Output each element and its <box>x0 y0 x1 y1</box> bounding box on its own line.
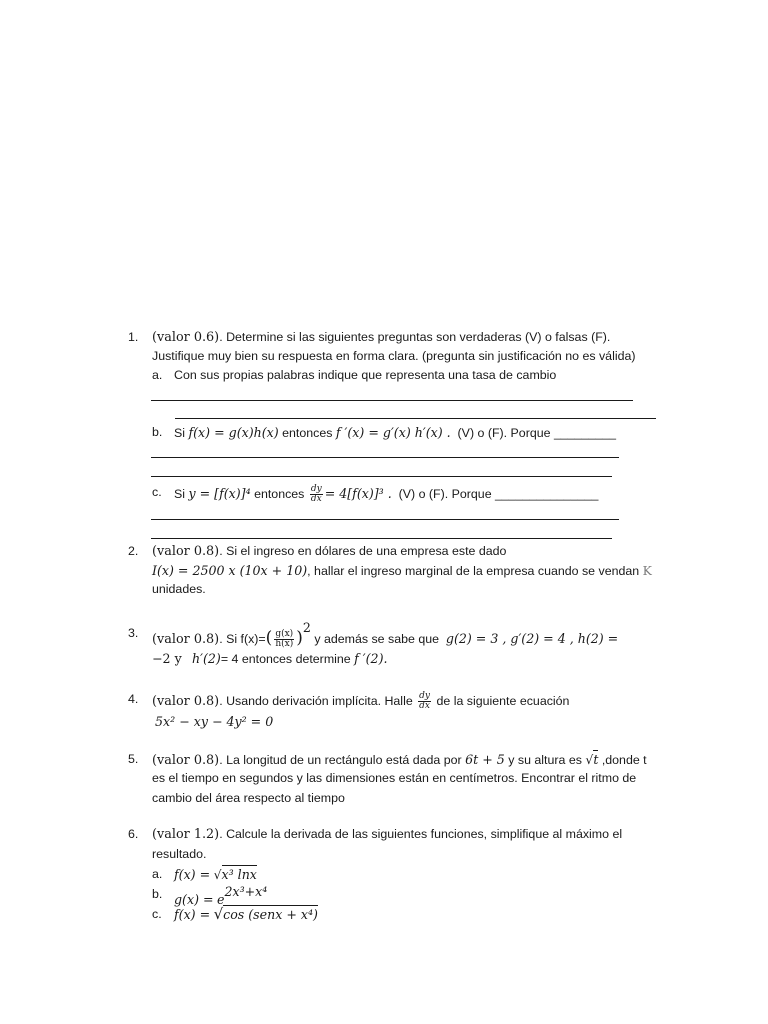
answer-line <box>151 457 619 458</box>
question-3-conditions: g(2) = 3 , g′(2) = 4 , h(2) = <box>445 631 619 647</box>
question-1-line-2: Justifique muy bien su respuesta en forma clara. (pregunta sin justificación no es válida) <box>152 349 636 363</box>
question-1c-label: c. <box>152 485 162 499</box>
question-4-number: 4. <box>128 692 139 706</box>
question-5-line-3: cambio del área respecto al tiempo <box>152 791 345 805</box>
question-4-equation: 5x² − xy − 4y² = 0 <box>155 714 274 729</box>
question-1c-equation: y = [f(x)]⁴ <box>188 485 251 501</box>
sqrt-symbol: √ <box>213 867 222 882</box>
question-2-number: 2. <box>128 544 139 558</box>
question-2-line-2: I(x) = 2500 x (10x + 10), hallar el ingreso marginal de la empresa cuando se vendan K <box>152 563 652 578</box>
question-1b-options: (V) o (F). Porque _________ <box>457 426 616 440</box>
question-6c: c. f(x) = √cos (senx + x⁴) <box>152 905 318 923</box>
answer-line <box>151 476 612 477</box>
question-1c: c. Si y = [f(x)]⁴ entonces $\frac{dy}{dx}$ = 4[f(x)]³ . (V) o (F). Porque _______________ <box>152 484 599 504</box>
answer-line <box>151 519 619 520</box>
answer-line <box>175 418 656 419</box>
question-1c-derivative: = 4[f(x)]³ . <box>324 485 392 501</box>
question-4-valor: (valor 0.8) <box>152 693 220 709</box>
question-1b-equation: f(x) = g(x)h(x) <box>188 425 279 440</box>
question-3-line-2: −2 y h′(2)= 4 entonces determine f ′(2). <box>152 651 388 666</box>
sqrt-symbol: √ <box>213 905 224 923</box>
question-5-number: 5. <box>128 752 139 766</box>
question-1-number: 1. <box>128 330 139 344</box>
question-5-line-2: es el tiempo en segundos y las dimensiones están en centímetros. Encontrar el ritmo de <box>152 771 637 785</box>
dy-dx-fraction: $\frac{dy}{dx}$ <box>419 691 431 711</box>
question-2-valor: (valor 0.8) <box>152 544 220 559</box>
dy-dx-fraction: $\frac{dy}{dx}$ <box>310 484 322 504</box>
question-6-line-2: resultado. <box>152 847 207 861</box>
question-6-number: 6. <box>128 827 139 841</box>
question-2-line-3: unidades. <box>152 582 206 596</box>
answer-line <box>151 400 633 401</box>
exam-page: 1. (valor 0.6). Determine si las siguientes preguntas son verdaderas (V) o falsas (F). Justifique muy bien su respuesta en forma clara. (pregunta sin justificación no es válida) a. Con sus propias palabras indique que representa una tasa de cambio b. Si f(x) = g(x)h(x) entonces f ′(x) = g′(x) h′(x) . (V) o (F). Porque _________ c. Si y = [f(x)]⁴ entonces $\frac{dy}{dx}$ = 4[f(x)]³ . (V) o (F). Porque _______________ 2. (valor 0.8). Si el ingreso en dólares de una empresa este dado I(x) = 2500 x (10x + 10), hallar el ingreso marginal de la empresa cuando se vendan K unidades. 3. (valor 0.8). Si f(x)=( $\frac{g(x)}{h(x)}$ )$^2$ y además se sabe que g(2) = 3 , g′(2) = 4 , h(2) = −2 y h′(2)= 4 entonces determine f ′(2). 4. (valor 0.8). Usando derivación implícita. Halle $\frac{dy}{dx}$ de la siguiente ecuación 5x² − xy − 4y² = 0 5. (valor 0.8). La longitud de un rectángulo está dada por 6t + 5 y su altura es √t ,donde t es el tiempo en segundos y las dimensiones están en centímetros. Encontrar el ritmo de cambio del área respecto al tiempo 6. (valor 1.2). Calcule la derivada de las siguientes funciones, simplifique al máximo el resultado. a. f(x) = √x³ lnx b. $g(x) = e^{2x^3+x^4}$ c. f(x) = √cos (senx + x⁴) <box>0 0 768 1024</box>
answer-line <box>151 538 612 539</box>
question-1b: b. Si f(x) = g(x)h(x) entonces f ′(x) = g′(x) h′(x) . (V) o (F). Porque _________ <box>152 425 616 440</box>
question-1a-label: a. <box>152 368 163 382</box>
sqrt-symbol: √ <box>585 752 594 767</box>
question-1a-text: Con sus propias palabras indique que representa una tasa de cambio <box>174 368 557 382</box>
question-1-text: . Determine si las siguientes preguntas son verdaderas (V) o falsas (F). <box>219 330 611 344</box>
question-2-equation: I(x) = 2500 x (10x + 10) <box>152 563 308 578</box>
question-6b: b. $g(x) = e^{2x^3+x^4}$ <box>152 884 268 908</box>
g-over-h-fraction: $\frac{g(x)}{h(x)}$ <box>275 629 294 650</box>
question-3-valor: (valor 0.8) <box>152 632 220 648</box>
question-1b-derivative: f ′(x) = g′(x) h′(x) . <box>335 425 451 440</box>
question-6a: a. f(x) = √x³ lnx <box>152 867 257 882</box>
question-1a <box>152 368 557 383</box>
question-1c-options: (V) o (F). Porque _______________ <box>398 486 599 501</box>
question-6-valor: (valor 1.2) <box>152 827 220 842</box>
question-1-valor: (valor 0.6) <box>152 330 220 345</box>
question-5-valor: (valor 0.8) <box>152 753 220 768</box>
question-3-number: 3. <box>128 626 139 640</box>
question-1b-label: b. <box>152 425 163 439</box>
variable-k: K <box>642 563 652 578</box>
